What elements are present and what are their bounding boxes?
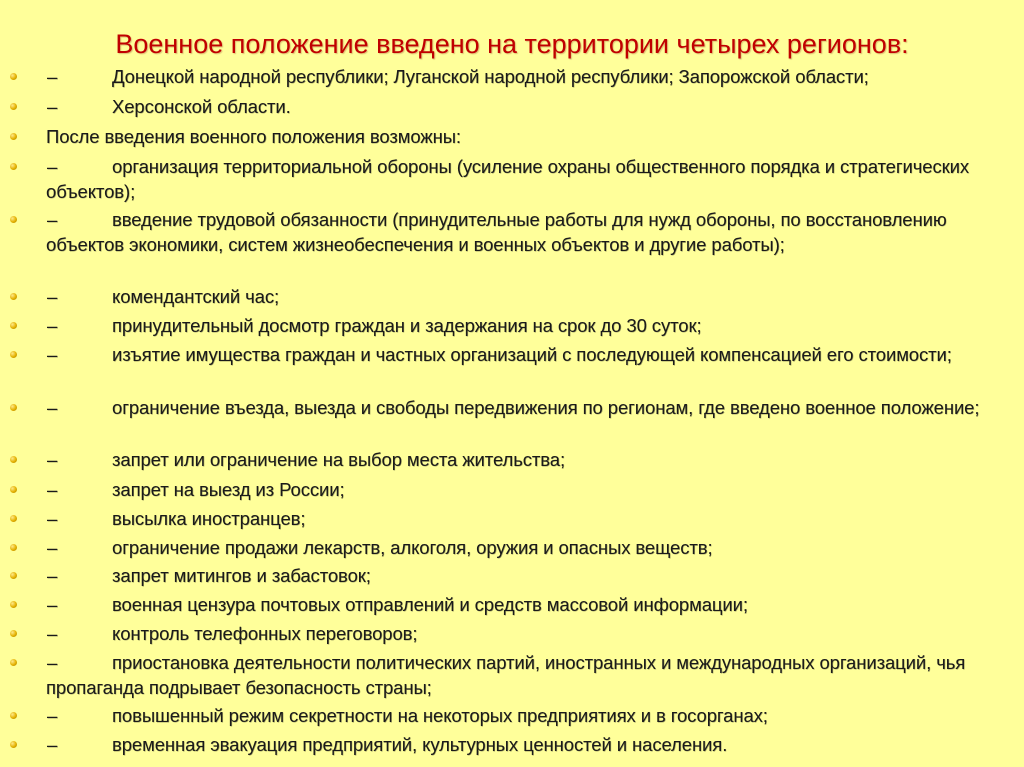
- list-item-text: введение трудовой обязанности (принудительные работы для нужд обороны, по восстановлению объектов экономики, систем жизнеобеспечения и военных объектов и другие работы);: [46, 209, 947, 255]
- slide-title: Военное положение введено на территории четырех регионов:: [115, 29, 909, 60]
- list-item-text: изъятие имущества граждан и частных организаций с последующей компенсацией его стоимости;: [112, 344, 952, 365]
- bullet-icon: [10, 133, 17, 140]
- bullet-icon: [10, 572, 17, 579]
- list-item: [46, 506, 986, 531]
- list-item-text: запрет или ограничение на выбор места жительства;: [112, 449, 566, 470]
- list-item: [46, 732, 986, 757]
- bullet-icon: [10, 601, 17, 608]
- list-item-text: контроль телефонных переговоров;: [112, 623, 418, 644]
- list-item-text: После введения военного положения возможны:: [46, 126, 461, 147]
- list-item-text: ограничение продажи лекарств, алкоголя, оружия и опасных веществ;: [112, 537, 713, 558]
- list-item: [46, 64, 986, 89]
- bullet-icon: [10, 163, 17, 170]
- list-dash: –: [47, 479, 58, 500]
- list-item: [46, 447, 986, 472]
- bullet-icon: [10, 73, 17, 80]
- list-item-text: приостановка деятельности политических партий, иностранных и международных организаций, чья пропаганда подрывает безопасность страны;: [46, 652, 966, 698]
- list-item: [46, 342, 986, 367]
- list-dash: –: [47, 344, 58, 365]
- list-item-text: высылка иностранцев;: [112, 508, 306, 529]
- list-item-text: военная цензура почтовых отправлений и средств массовой информации;: [112, 594, 748, 615]
- list-item-text: Херсонской области.: [112, 96, 291, 117]
- list-dash: –: [47, 209, 58, 230]
- list-item: [46, 535, 986, 560]
- list-dash: –: [47, 734, 58, 755]
- list-dash: –: [47, 508, 58, 529]
- bullet-icon: [10, 515, 17, 522]
- bullet-icon: [10, 103, 17, 110]
- list-dash: –: [47, 96, 58, 117]
- list-item-text: принудительный досмотр граждан и задержания на срок до 30 суток;: [112, 315, 702, 336]
- list-item: [46, 395, 986, 420]
- list-dash: –: [47, 705, 58, 726]
- list-dash: –: [47, 286, 58, 307]
- list-dash: –: [47, 537, 58, 558]
- bullet-icon: [10, 216, 17, 223]
- bullet-icon: [10, 351, 17, 358]
- list-item-text: запрет на выезд из России;: [112, 479, 345, 500]
- list-item: [46, 313, 986, 338]
- bullet-icon: [10, 322, 17, 329]
- list-item: [46, 154, 986, 204]
- list-item-text: ограничение въезда, выезда и свободы передвижения по регионам, где введено военное положение;: [112, 397, 980, 418]
- list-item: [46, 94, 986, 119]
- list-item-text: комендантский час;: [112, 286, 280, 307]
- list-item: [46, 621, 986, 646]
- list-item: [46, 284, 986, 309]
- bullet-icon: [10, 712, 17, 719]
- list-dash: –: [47, 156, 58, 177]
- list-dash: –: [47, 315, 58, 336]
- bullet-icon: [10, 486, 17, 493]
- bullet-icon: [10, 293, 17, 300]
- list-item-text: повышенный режим секретности на некоторых предприятиях и в госорганах;: [112, 705, 768, 726]
- list-dash: –: [47, 397, 58, 418]
- list-item: [46, 477, 986, 502]
- bullet-icon: [10, 659, 17, 666]
- list-dash: –: [47, 565, 58, 586]
- bullet-icon: [10, 544, 17, 551]
- list-item: [46, 207, 986, 257]
- list-item: [46, 563, 986, 588]
- bullet-icon: [10, 404, 17, 411]
- list-item-text: запрет митингов и забастовок;: [112, 565, 371, 586]
- list-item: [46, 124, 986, 149]
- list-dash: –: [47, 652, 58, 673]
- list-dash: –: [47, 594, 58, 615]
- list-dash: –: [47, 623, 58, 644]
- list-item: [46, 650, 986, 700]
- bullet-icon: [10, 630, 17, 637]
- list-item-text: организация территориальной обороны (усиление охраны общественного порядка и стратегических объектов);: [46, 156, 969, 202]
- list-dash: –: [47, 66, 58, 87]
- bullet-icon: [10, 741, 17, 748]
- list-item: [46, 703, 986, 728]
- list-item: [46, 592, 986, 617]
- list-item-text: Донецкой народной республики; Луганской народной республики; Запорожской области;: [112, 66, 869, 87]
- list-dash: –: [47, 449, 58, 470]
- list-item-text: временная эвакуация предприятий, культурных ценностей и населения.: [112, 734, 728, 755]
- bullet-icon: [10, 456, 17, 463]
